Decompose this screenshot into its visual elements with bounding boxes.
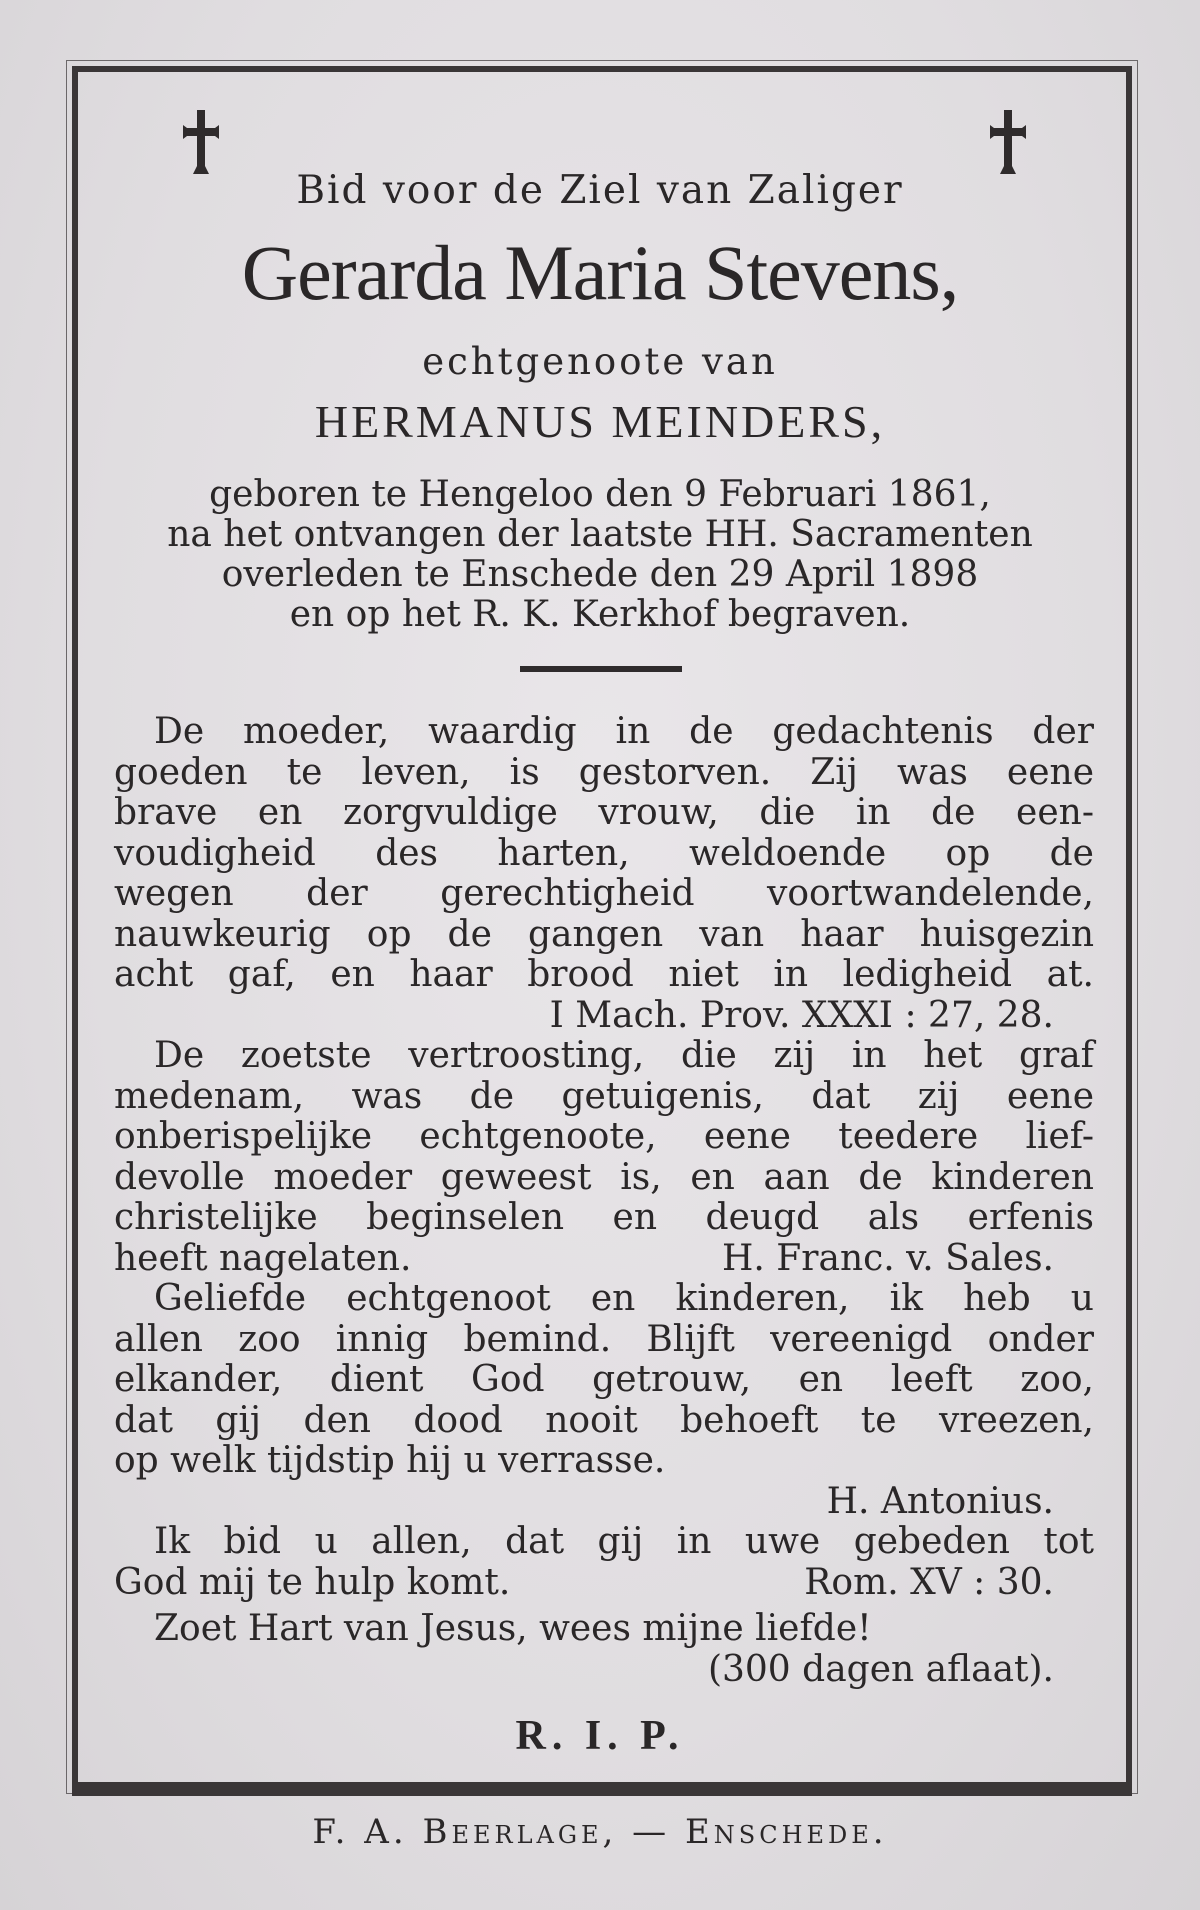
- text-line: onberispelijke echtgenoote, eene teedere lief-: [114, 1116, 1094, 1157]
- husband-name: HERMANUS MEINDERS,: [314, 396, 886, 447]
- cross-icon: [990, 110, 1026, 174]
- death-line: overleden te Enschede den 29 April 1898: [221, 554, 979, 595]
- author-reference: H. Antonius.: [826, 1480, 1054, 1522]
- paragraph-ending: heeft nagelaten.: [114, 1237, 412, 1279]
- text-line: acht gaf, en haar brood niet in ledigheid at.: [114, 954, 1094, 995]
- birth-line: geboren te Hengeloo den 9 Februari 1861,: [209, 474, 991, 515]
- text-line: nauwkeurig op de gangen van haar huisgezin: [114, 913, 1094, 955]
- text-line: goeden te leven, is gestorven. Zij was eene: [114, 751, 1094, 793]
- text-line: [114, 1563, 1094, 1604]
- text-line: De zoetste vertroosting, die zij in het graf: [154, 1035, 1094, 1076]
- text-line: medenam, was de getuigenis, dat zij eene: [114, 1075, 1094, 1117]
- prayer-line: Zoet Hart van Jesus, wees mijne liefde!: [154, 1608, 872, 1649]
- cross-icon: [183, 110, 219, 174]
- invocation-text: Bid voor de Ziel van Zaliger: [296, 168, 904, 213]
- text-line: [114, 1239, 1094, 1280]
- indulgence-note: (300 dagen aflaat).: [707, 1648, 1054, 1690]
- text-line: elkander, dient God getrouw, en leeft zoo,: [114, 1359, 1094, 1400]
- text-line: De moeder, waardig in de gedachtenis der: [154, 711, 1094, 752]
- paragraph-1: [114, 712, 1094, 1690]
- divider: [520, 666, 682, 672]
- paragraph-ending: God mij te hulp komt.: [114, 1561, 511, 1603]
- sacraments-line: na het ontvangen der laatste HH. Sacramenten: [167, 514, 1033, 555]
- scripture-reference: I Mach. Prov. XXXI : 27, 28.: [549, 994, 1054, 1036]
- text-line: op welk tijdstip hij u verrasse.: [114, 1440, 666, 1481]
- scripture-reference: Rom. XV : 30.: [804, 1561, 1054, 1603]
- text-line: dat gij den dood nooit behoeft te vreezen,: [114, 1399, 1094, 1441]
- printer-credit: F. A. Beerlage, — Enschede.: [312, 1812, 888, 1852]
- deceased-name: Gerarda Maria Stevens,: [241, 229, 959, 316]
- text-line: Ik bid u allen, dat gij in uwe gebeden tot: [154, 1521, 1094, 1562]
- text-line: devolle moeder geweest is, en aan de kinderen: [114, 1156, 1094, 1198]
- rip-text: R. I. P.: [515, 1713, 685, 1759]
- text-line: allen zoo innig bemind. Blijft vereenigd onder: [114, 1318, 1094, 1360]
- text-line: voudigheid des harten, weldoende op de: [114, 832, 1094, 874]
- burial-line: en op het R. K. Kerkhof begraven.: [289, 594, 911, 635]
- relation-text: echtgenoote van: [422, 340, 778, 383]
- bottom-rule: [72, 1788, 1132, 1796]
- author-reference: H. Franc. v. Sales.: [722, 1237, 1054, 1279]
- text-line: Geliefde echtgenoot en kinderen, ik heb u: [154, 1278, 1094, 1319]
- text-line: brave en zorgvuldige vrouw, die in de een-: [114, 792, 1094, 833]
- text-line: wegen der gerechtigheid voortwandelende,: [114, 873, 1094, 914]
- text-line: christelijke beginselen en deugd als erfenis: [114, 1197, 1094, 1238]
